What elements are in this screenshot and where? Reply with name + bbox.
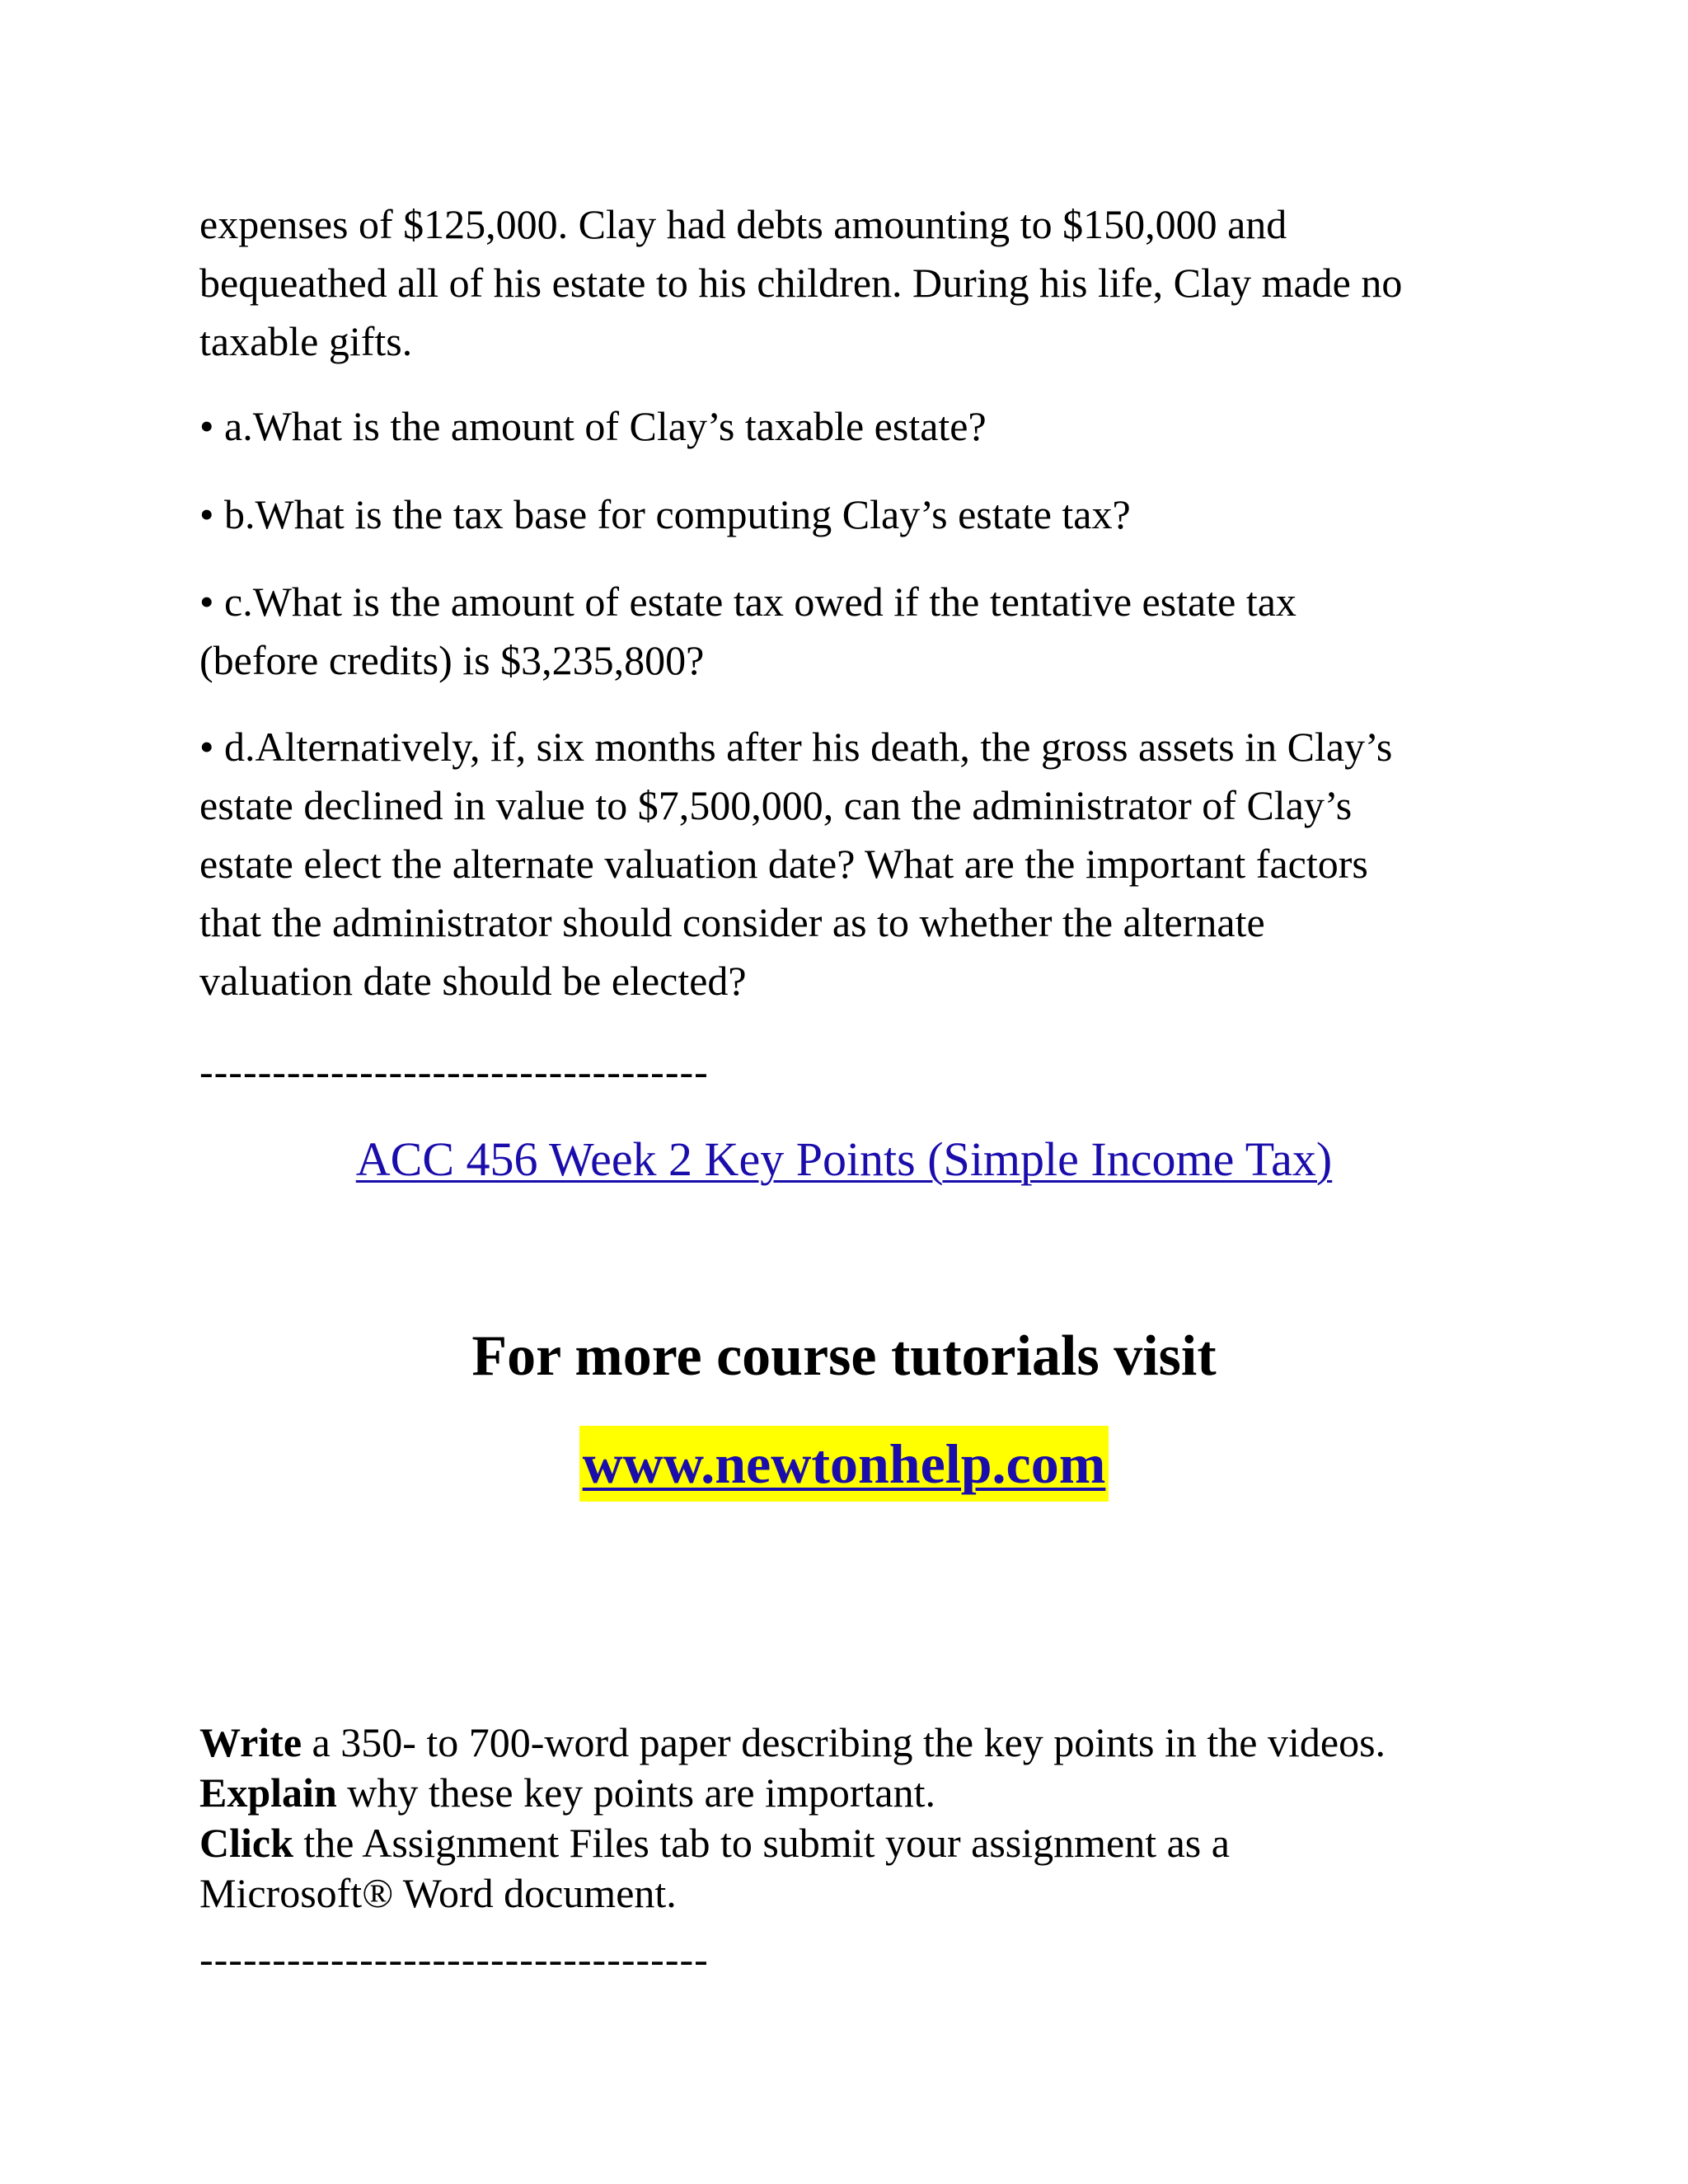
separator-line: -----------------------------------	[199, 1048, 709, 1094]
text-line: bequeathed all of his estate to his children. During his life, Clay made no	[199, 260, 1403, 306]
text-line: • b.What is the tax base for computing Clay’s estate tax?	[199, 491, 1131, 537]
instruction-text: why these key points are important.	[336, 1769, 935, 1816]
instruction-line	[199, 1868, 1386, 1919]
instruction-text: Microsoft® Word document.	[199, 1870, 677, 1916]
instruction-text: a 350- to 700-word paper describing the key points in the videos.	[302, 1719, 1386, 1765]
text-line: estate declined in value to $7,500,000, can the administrator of Clay’s	[199, 782, 1353, 828]
instruction-line	[199, 1768, 1386, 1818]
instruction-keyword: Explain	[199, 1769, 337, 1816]
question-intro	[199, 195, 1518, 371]
text-line: • d.Alternatively, if, six months after his death, the gross assets in Clay’s	[199, 724, 1393, 770]
promo-url-row	[0, 1426, 1688, 1502]
course-link[interactable]: ACC 456 Week 2 Key Points (Simple Income Tax)	[355, 1132, 1333, 1186]
text-line: that the administrator should consider as to whether the alternate	[199, 899, 1265, 945]
question-item-a	[199, 397, 1518, 456]
promo-url-highlight	[579, 1426, 1109, 1502]
question-item-b	[199, 485, 1518, 544]
question-item-c	[199, 573, 1518, 690]
text-line: valuation date should be elected?	[199, 958, 747, 1004]
text-line: • c.What is the amount of estate tax owed if the tentative estate tax	[199, 579, 1296, 625]
text-line: taxable gifts.	[199, 318, 413, 364]
question-item-d	[199, 718, 1518, 1010]
instruction-text: the Assignment Files tab to submit your assignment as a	[293, 1820, 1230, 1866]
text-line: • a.What is the amount of Clay’s taxable estate?	[199, 403, 987, 449]
text-line: expenses of $125,000. Clay had debts amounting to $150,000 and	[199, 201, 1287, 247]
course-link-row	[0, 1131, 1688, 1188]
text-line: estate elect the alternate valuation date? What are the important factors	[199, 841, 1368, 887]
instruction-line	[199, 1718, 1386, 1768]
promo-heading: For more course tutorials visit	[471, 1324, 1217, 1388]
instruction-keyword: Write	[199, 1719, 302, 1765]
promo-url-link[interactable]: www.newtonhelp.com	[582, 1432, 1106, 1495]
separator-line: -----------------------------------	[199, 1936, 709, 1982]
assignment-instructions	[199, 1718, 1386, 1919]
instruction-line	[199, 1818, 1386, 1868]
instruction-keyword: Click	[199, 1820, 293, 1866]
text-line: (before credits) is $3,235,800?	[199, 637, 705, 683]
